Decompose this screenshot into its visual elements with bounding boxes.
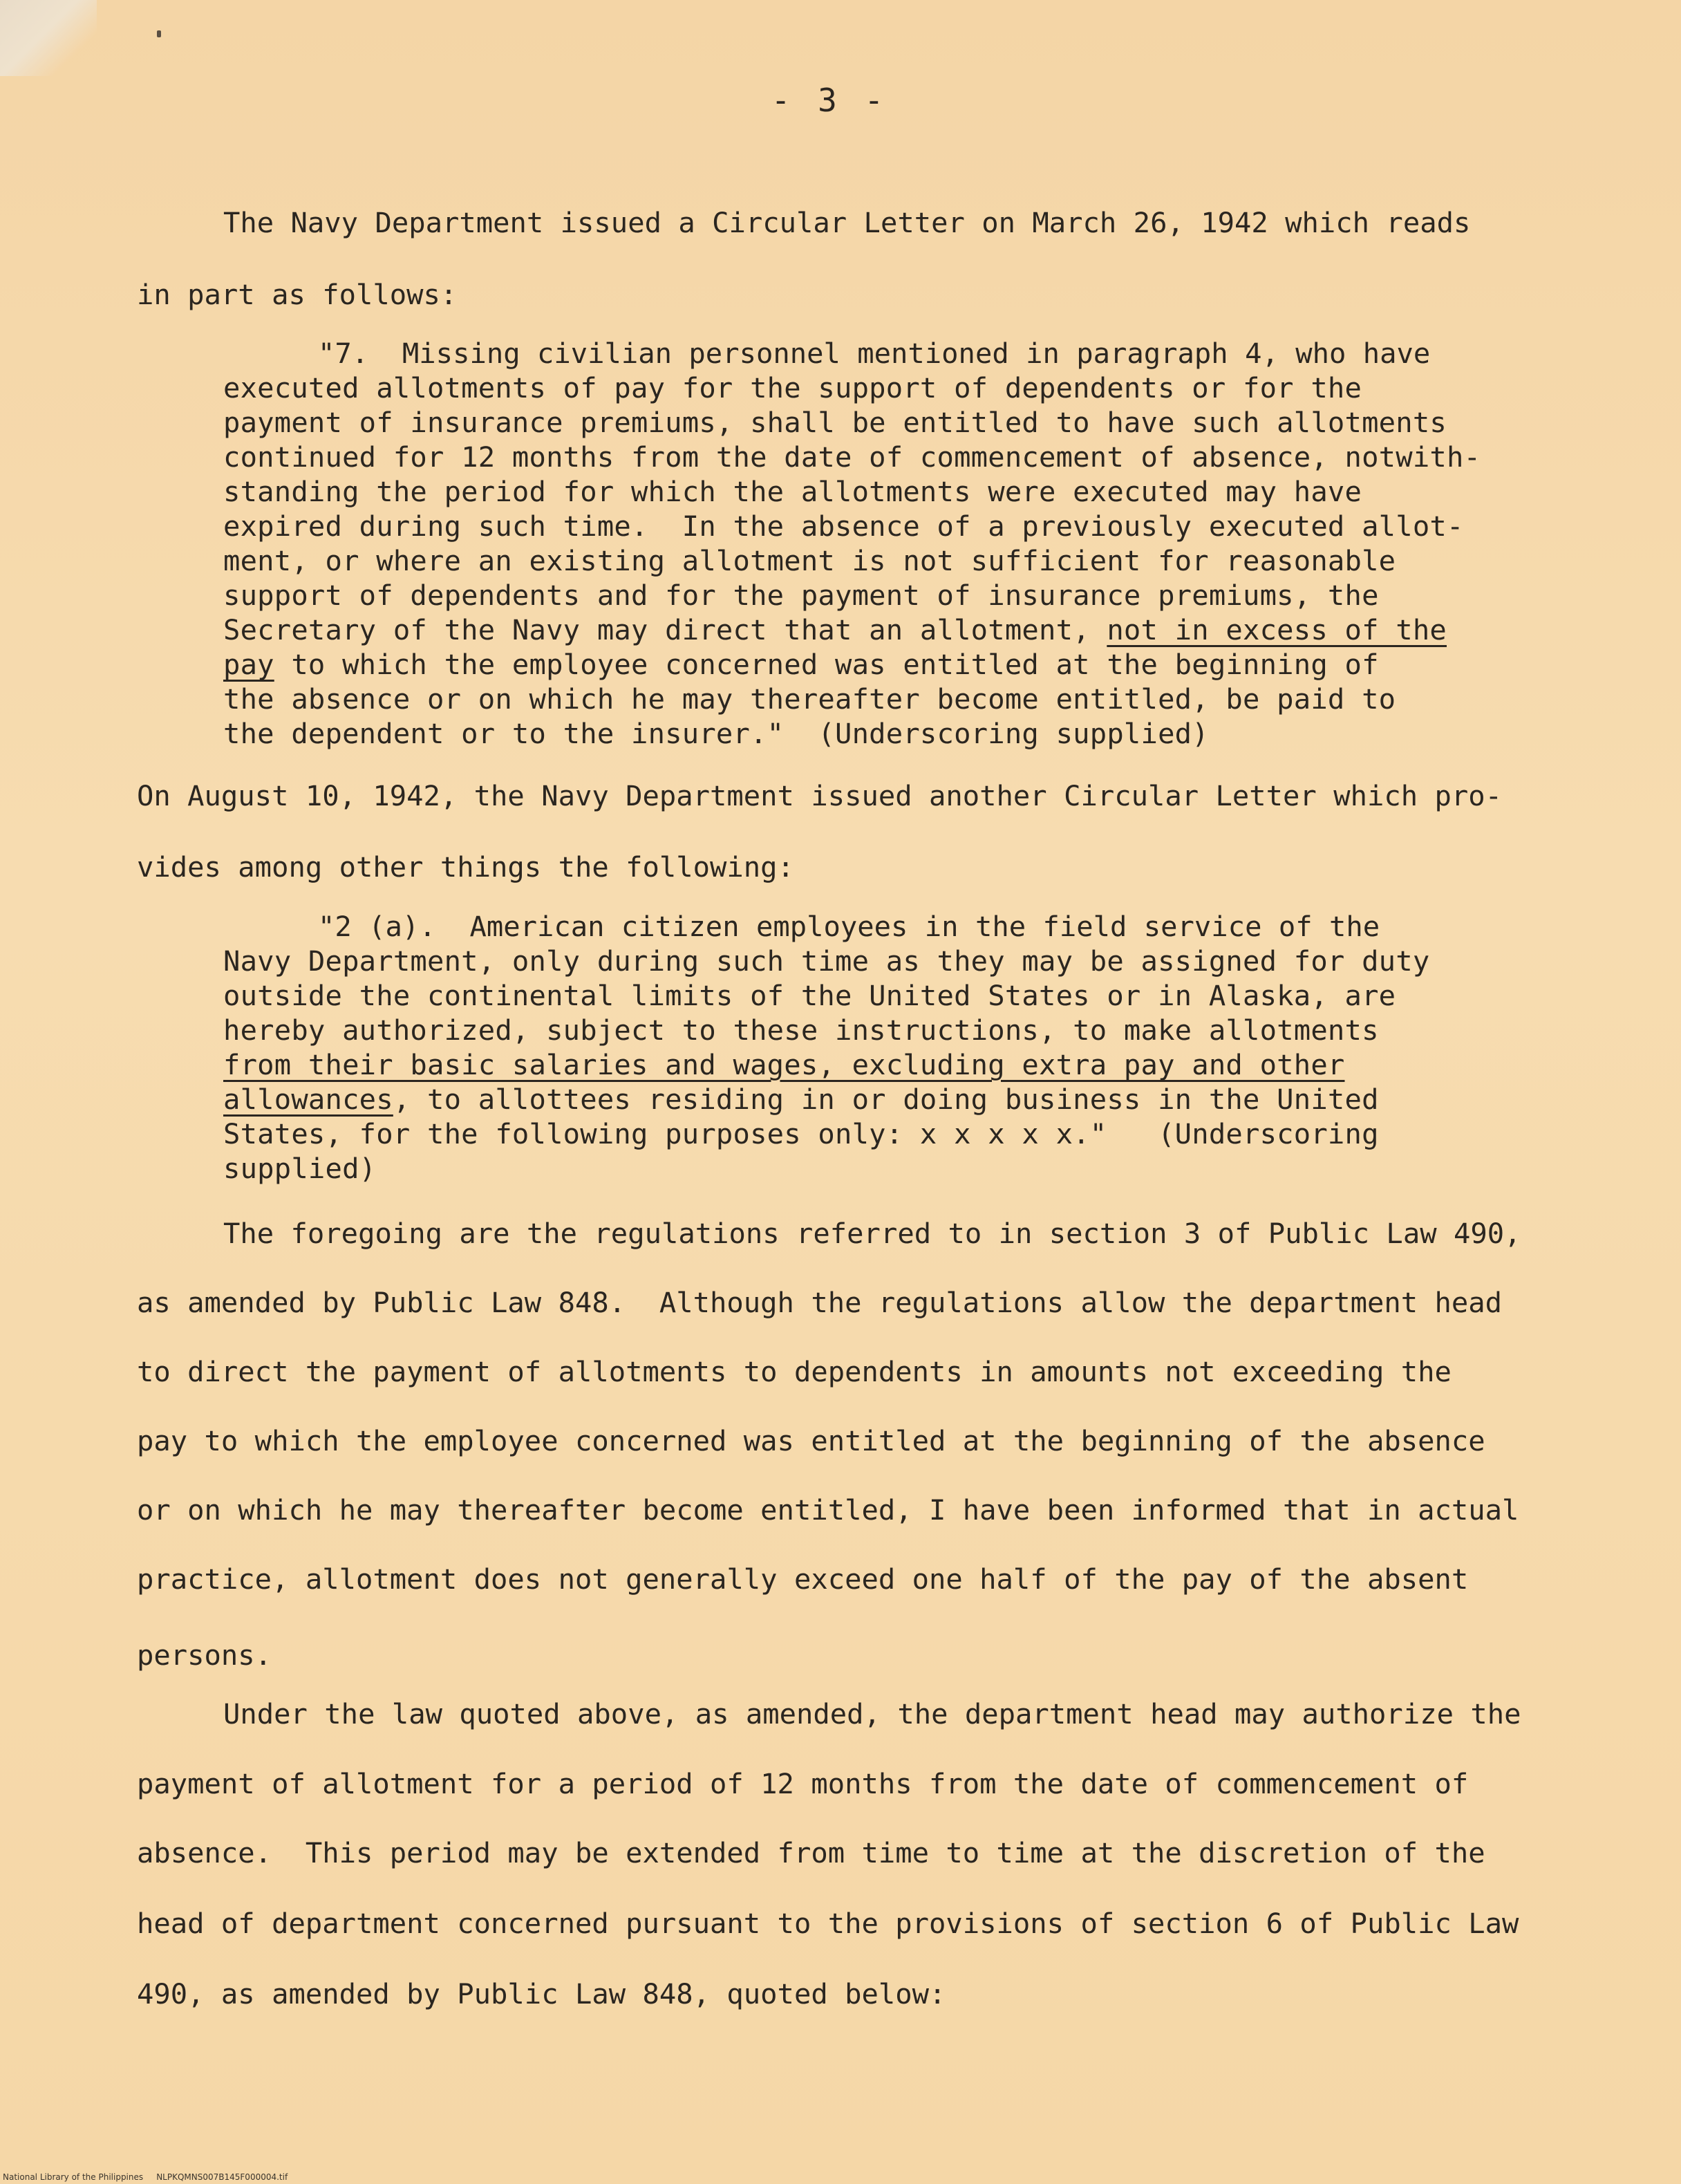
quote-2-line-2: Navy Department, only during such time as they may be assigned for duty xyxy=(223,944,1430,978)
quote-1-line-7: ment, or where an existing allotment is not sufficient for reasonable xyxy=(223,544,1396,577)
page-number: - 3 - xyxy=(771,82,888,119)
paragraph-3-line-1: The foregoing are the regulations referred to in section 3 of Public Law 490, xyxy=(223,1217,1521,1250)
quote-1-line-11: the absence or on which he may thereafter become entitled, be paid to xyxy=(223,682,1396,716)
paragraph-3-line-2: as amended by Public Law 848. Although the regulations allow the department head xyxy=(137,1286,1503,1319)
quote-2-line-7: States, for the following purposes only: x x x x x." (Underscoring xyxy=(223,1117,1379,1150)
quote-1-line-2: executed allotments of pay for the support of dependents or for the xyxy=(223,371,1362,404)
quote-2-line-8: supplied) xyxy=(223,1152,377,1185)
quote-1-line-10-text: to which the employee concerned was entitled at the beginning of xyxy=(274,648,1379,681)
paragraph-4-line-3: absence. This period may be extended from time to time at the discretion of the xyxy=(137,1836,1485,1869)
quote-1-line-5: standing the period for which the allotments were executed may have xyxy=(223,475,1362,508)
quote-2-line-3: outside the continental limits of the United States or in Alaska, are xyxy=(223,979,1396,1012)
page-corner-fold xyxy=(0,0,97,76)
quote-2-line-1: "2 (a). American citizen employees in the field service of the xyxy=(318,910,1380,943)
quote-2-line-4: hereby authorized, subject to these instructions, to make allotments xyxy=(223,1014,1379,1047)
quote-1-line-10 xyxy=(223,648,1379,681)
paragraph-1-line-1: The Navy Department issued a Circular Letter on March 26, 1942 which reads xyxy=(223,206,1471,239)
paragraph-2-line-1: On August 10, 1942, the Navy Department issued another Circular Letter which pro- xyxy=(137,779,1503,812)
paragraph-4-line-1: Under the law quoted above, as amended, the department head may authorize the xyxy=(223,1697,1521,1730)
paragraph-3-line-5: or on which he may thereafter become entitled, I have been informed that in actual xyxy=(137,1493,1519,1527)
underscored-phrase: not in excess of the xyxy=(1107,613,1447,646)
quote-1-line-9-text: Secretary of the Navy may direct that an allotment, xyxy=(223,613,1107,646)
paragraph-3-line-6: practice, allotment does not generally exceed one half of the pay of the absent xyxy=(137,1562,1469,1596)
underscored-phrase: from their basic salaries and wages, excluding extra pay and other xyxy=(223,1048,1345,1081)
paragraph-4-line-2: payment of allotment for a period of 12 months from the date of commencement of xyxy=(137,1767,1469,1800)
quote-1-line-8: support of dependents and for the payment of insurance premiums, the xyxy=(223,579,1379,612)
quote-1-line-12: the dependent or to the insurer." (Underscoring supplied) xyxy=(223,717,1209,750)
quote-1-line-4: continued for 12 months from the date of commencement of absence, notwith- xyxy=(223,440,1481,474)
paragraph-3-line-7: persons. xyxy=(137,1639,272,1672)
underscored-phrase-end: allowances xyxy=(223,1083,393,1116)
paragraph-2-line-2: vides among other things the following: xyxy=(137,850,794,884)
paragraph-4-line-5: 490, as amended by Public Law 848, quoted below: xyxy=(137,1977,946,2010)
archive-footer: National Library of the Philippines NLPKQMNS007B145F000004.tif xyxy=(3,2172,288,2182)
quote-1-line-9 xyxy=(223,613,1447,646)
quote-1-line-1: "7. Missing civilian personnel mentioned in paragraph 4, who have xyxy=(318,337,1431,370)
paragraph-4-line-4: head of department concerned pursuant to the provisions of section 6 of Public Law xyxy=(137,1907,1519,1940)
paragraph-3-line-3: to direct the payment of allotments to dependents in amounts not exceeding the xyxy=(137,1355,1452,1388)
quote-2-line-5 xyxy=(223,1048,1344,1081)
quote-2-line-6-text: , to allottees residing in or doing business in the United xyxy=(393,1083,1379,1116)
quote-1-line-3: payment of insurance premiums, shall be entitled to have such allotments xyxy=(223,406,1447,439)
paragraph-1-line-2: in part as follows: xyxy=(137,278,458,311)
quote-2-line-6 xyxy=(223,1083,1379,1116)
underscored-phrase-end: pay xyxy=(223,648,274,681)
ink-mark xyxy=(157,30,161,37)
quote-1-line-6: expired during such time. In the absence of a previously executed allot- xyxy=(223,510,1464,543)
paragraph-3-line-4: pay to which the employee concerned was entitled at the beginning of the absence xyxy=(137,1424,1485,1457)
